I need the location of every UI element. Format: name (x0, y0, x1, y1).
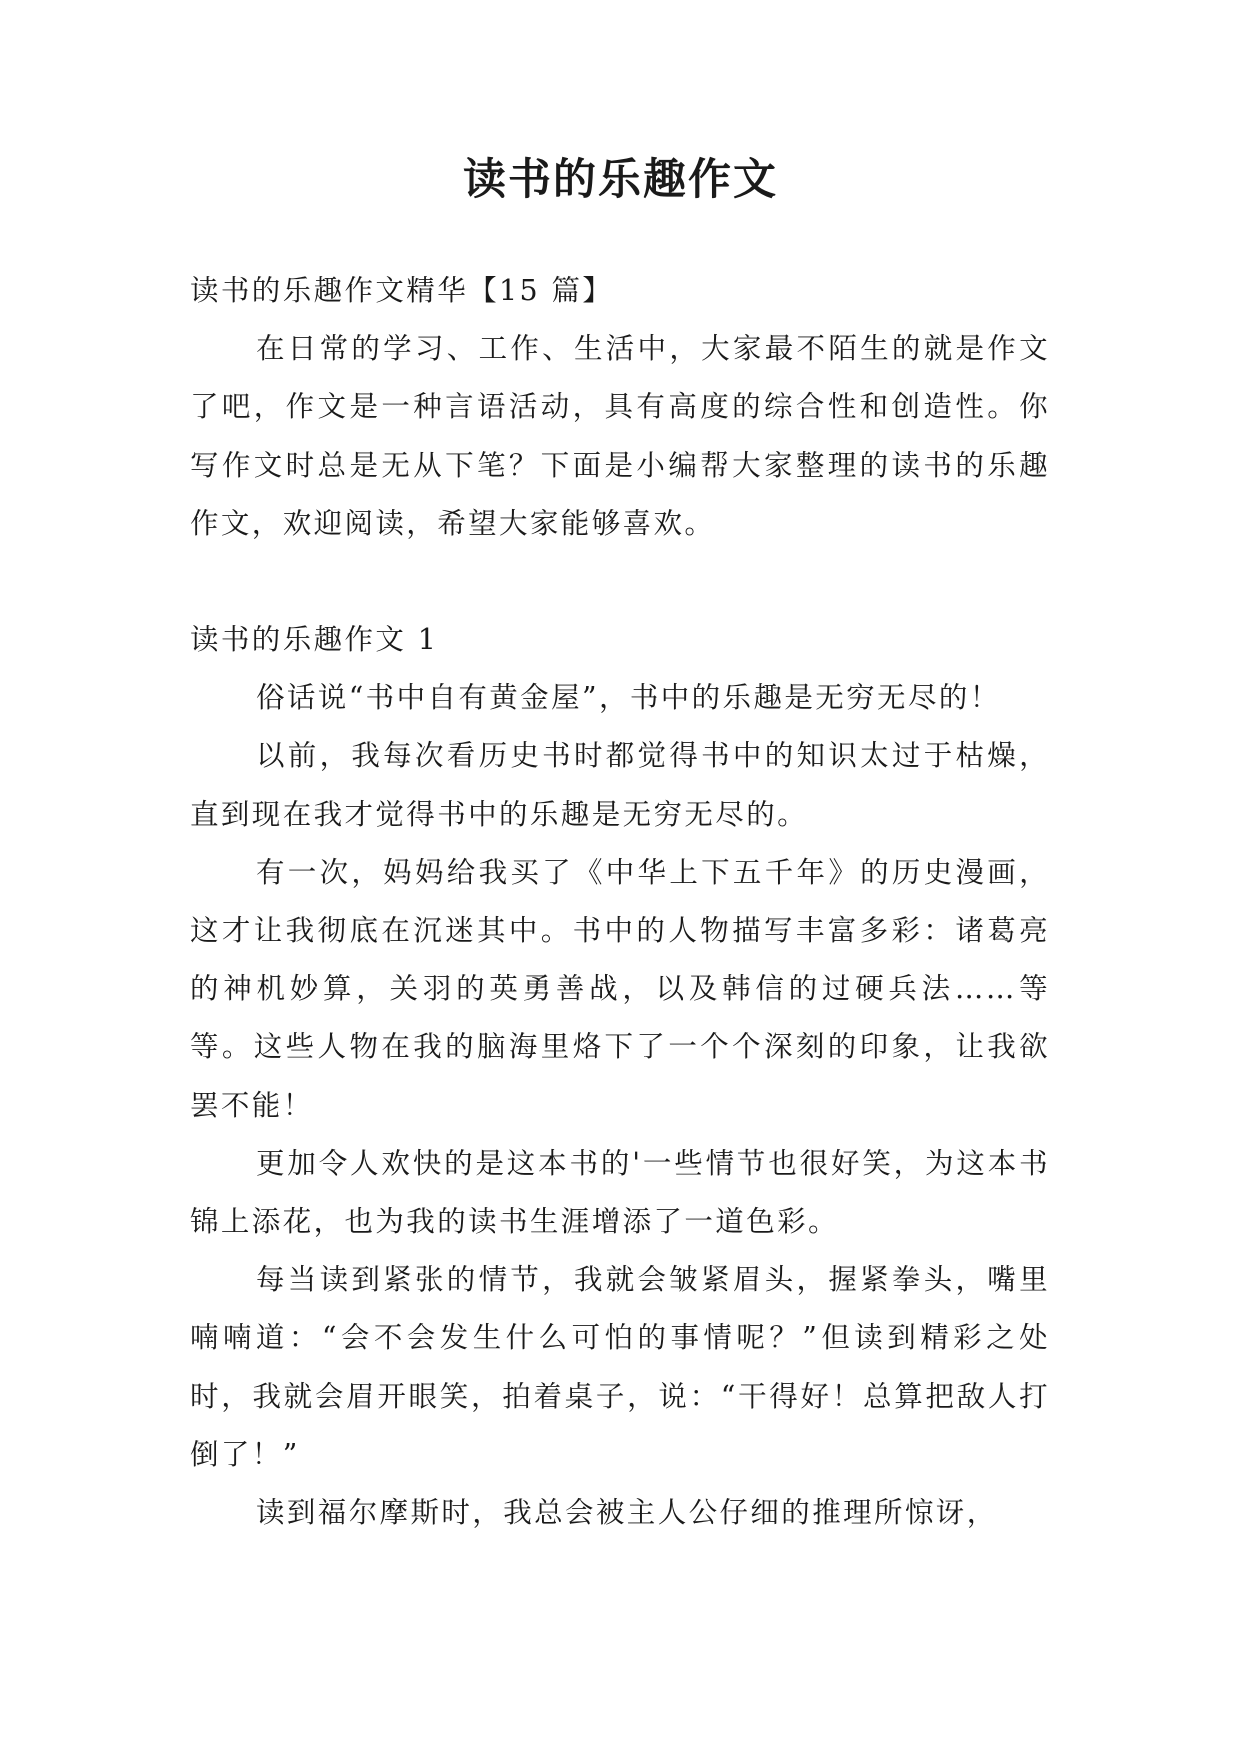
section-spacer (190, 553, 1050, 611)
essay-paragraph: 每当读到紧张的情节，我就会皱紧眉头，握紧拳头，嘴里喃喃道：“会不会发生什么可怕的事情呢？”但读到精彩之处时，我就会眉开眼笑，拍着桌子，说：“干得好！总算把敌人打倒了！” (190, 1263, 1050, 1471)
intro-paragraph: 在日常的学习、工作、生活中，大家最不陌生的就是作文了吧，作文是一种言语活动，具有高度的综合性和创造性。你写作文时总是无从下笔？下面是小编帮大家整理的读书的乐趣作文，欢迎阅读，希望大家能够喜欢。 (190, 332, 1050, 540)
essay-paragraph: 以前，我每次看历史书时都觉得书中的知识太过于枯燥，直到现在我才觉得书中的乐趣是无穷无尽的。 (190, 739, 1050, 831)
essay-paragraph: 有一次，妈妈给我买了《中华上下五千年》的历史漫画，这才让我彻底在沉迷其中。书中的人物描写丰富多彩：诸葛亮的神机妙算，关羽的英勇善战，以及韩信的过硬兵法……等等。这些人物在我的脑海里烙下了一个个深刻的印象，让我欲罢不能！ (190, 855, 1050, 1122)
essay-paragraph: 俗话说“书中自有黄金屋”，书中的乐趣是无穷无尽的！ (256, 681, 1001, 715)
document-body (190, 262, 1050, 1542)
essay-paragraph: 更加令人欢快的是这本书的'一些情节也很好笑，为这本书锦上添花，也为我的读书生涯增添了一道色彩。 (190, 1146, 1050, 1239)
collection-subtitle: 读书的乐趣作文精华【15 篇】 (190, 274, 614, 307)
essay-heading: 读书的乐趣作文 1 (190, 623, 439, 657)
document-title: 读书的乐趣作文 (463, 155, 778, 205)
essay-paragraph: 读到福尔摩斯时，我总会被主人公仔细的推理所惊讶， (256, 1496, 998, 1530)
